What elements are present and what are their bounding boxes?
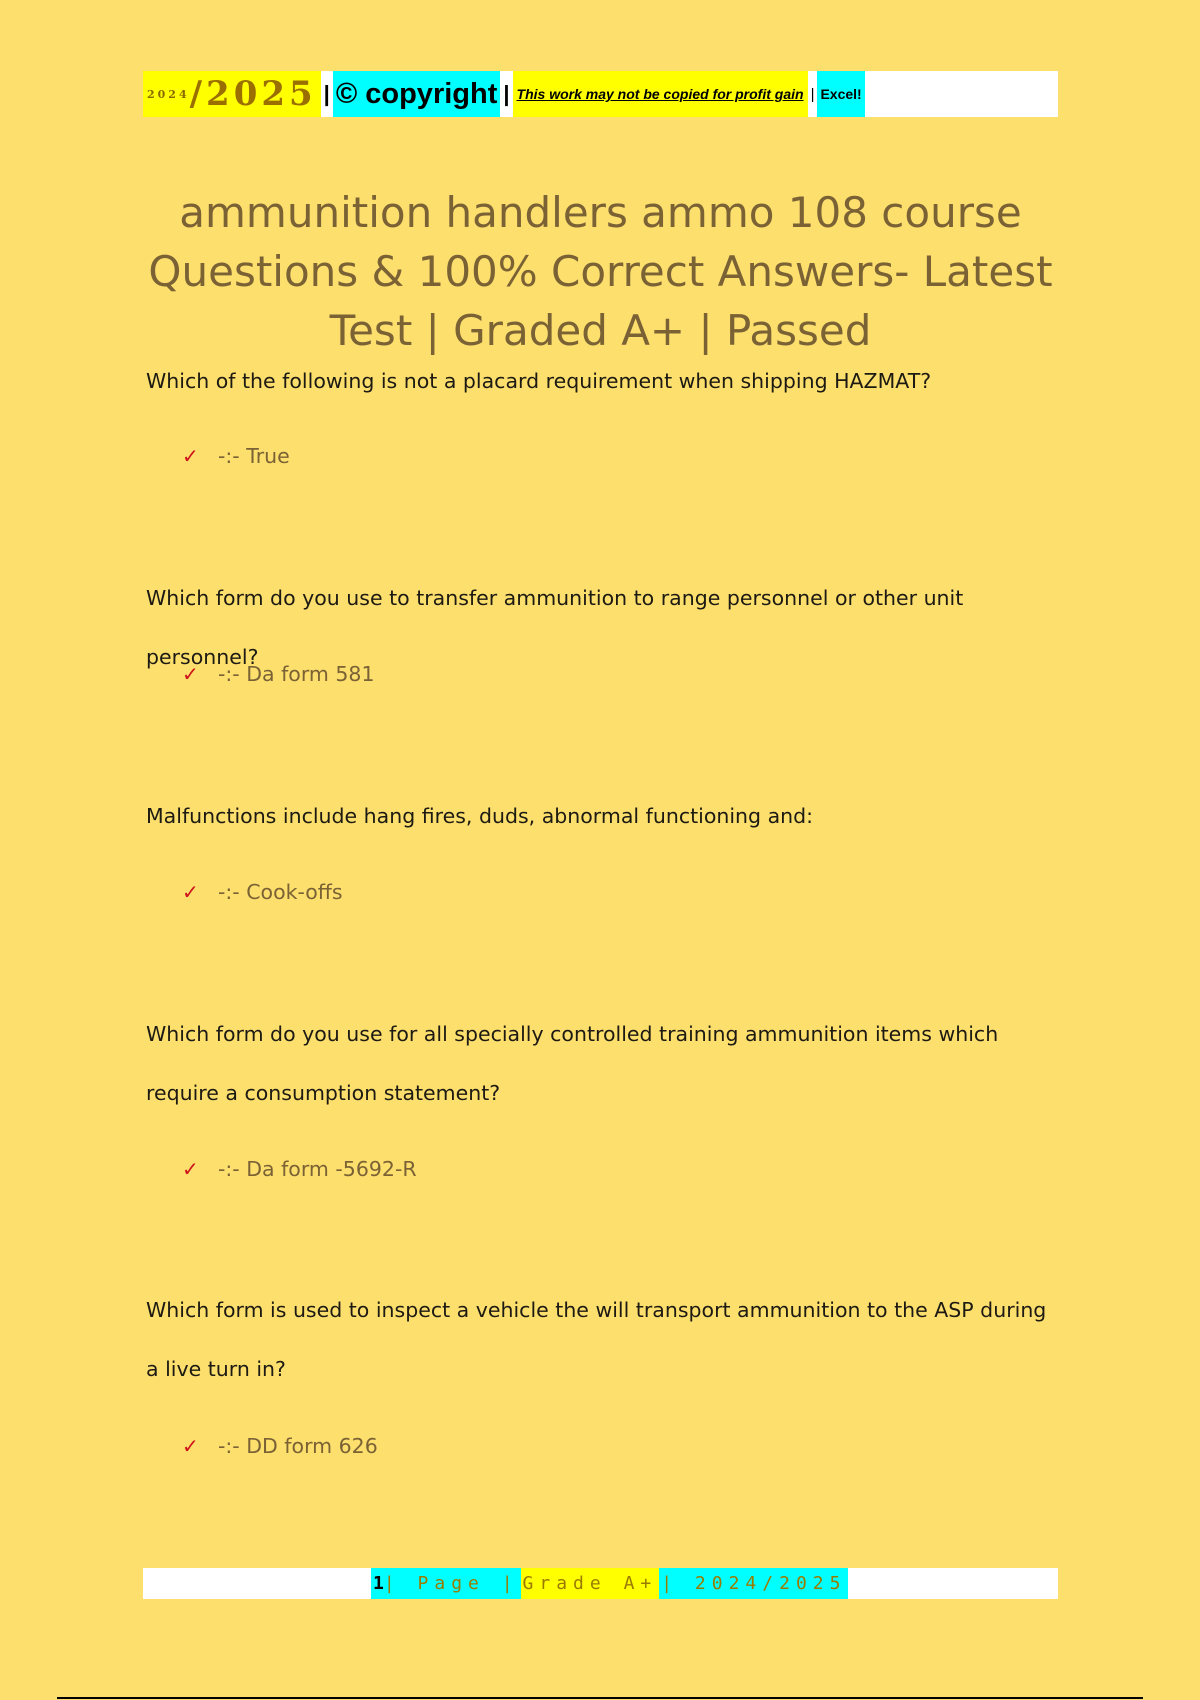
header-year <box>143 71 321 117</box>
answer-4 <box>182 1157 417 1181</box>
question-3: Malfunctions include hang fires, duds, abnormal functioning and: <box>146 804 814 828</box>
checkmark-icon: ✓ <box>182 444 199 468</box>
page-number: 1 <box>373 1573 384 1594</box>
question-5: Which form is used to inspect a vehicle the will transport ammunition to the ASP during a live turn in? <box>146 1298 1047 1381</box>
answer-5 <box>182 1434 378 1458</box>
answer-3 <box>182 880 343 904</box>
header-excel: Excel! <box>820 86 862 102</box>
header-banner <box>143 71 1058 117</box>
header-copy-notice: This work may not be copied for profit gain <box>516 86 804 102</box>
checkmark-icon: ✓ <box>182 662 199 686</box>
header-year-small: 2024 <box>147 87 190 101</box>
header-copyright: © copyright <box>335 77 498 110</box>
header-separator: | <box>810 85 815 103</box>
answer-text: -:- DD form 626 <box>218 1434 378 1458</box>
header-separator: | <box>323 81 330 106</box>
checkmark-icon: ✓ <box>182 1434 199 1458</box>
answer-text: -:- Da form -5692-R <box>218 1157 417 1181</box>
bottom-divider <box>57 1697 1143 1699</box>
checkmark-icon: ✓ <box>182 880 199 904</box>
header-separator: | <box>503 81 510 106</box>
answer-text: -:- Da form 581 <box>218 662 375 686</box>
answer-2 <box>182 662 375 686</box>
footer-grade: Grade A+ <box>522 1573 658 1594</box>
document-title: ammunition handlers ammo 108 course Questions & 100% Correct Answers- Latest Test | Graded A+ | Passed <box>148 188 1053 355</box>
page-label: | Page | <box>383 1573 519 1594</box>
footer-year: | 2024/2025 <box>661 1573 847 1594</box>
question-2: Which form do you use to transfer ammunition to range personnel or other unit personnel? <box>146 586 964 669</box>
checkmark-icon: ✓ <box>182 1157 199 1181</box>
question-4: Which form do you use for all specially controlled training ammunition items which require a consumption statement? <box>146 1022 999 1105</box>
answer-1 <box>182 444 290 468</box>
footer-banner <box>143 1568 1058 1599</box>
header-year-big: /2025 <box>189 74 317 114</box>
answer-text: -:- True <box>218 444 290 468</box>
question-1: Which of the following is not a placard requirement when shipping HAZMAT? <box>146 369 932 393</box>
answer-text: -:- Cook-offs <box>218 880 343 904</box>
